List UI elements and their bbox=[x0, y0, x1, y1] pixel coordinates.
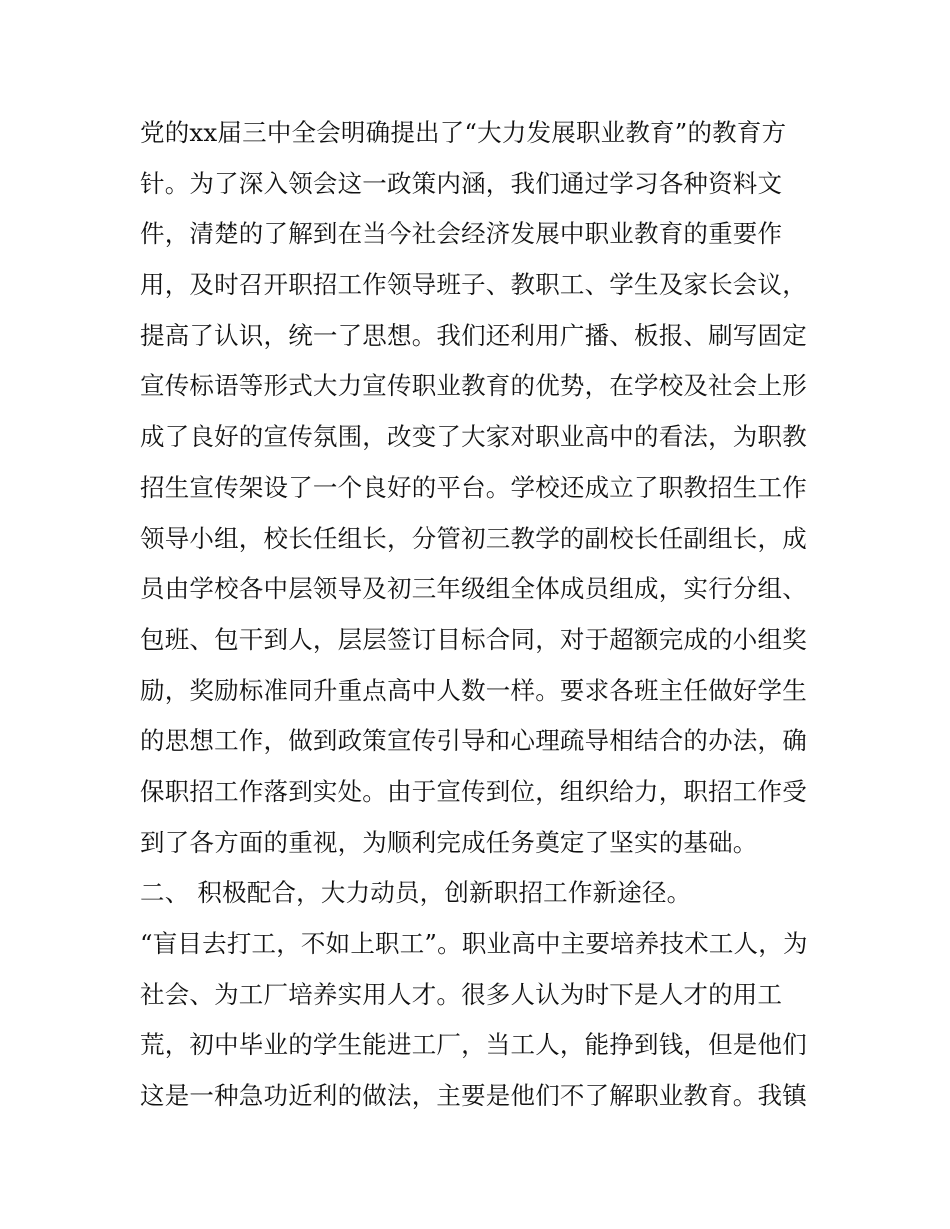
text-line: 件，清楚的了解到在当今社会经济发展中职业教育的重要作 bbox=[140, 219, 783, 249]
section-heading: 二、 积极配合，大力动员，创新职招工作新途径。 bbox=[140, 878, 692, 908]
text-line: 保职招工作落到实处。由于宣传到位，组织给力，职招工作受 bbox=[140, 776, 807, 806]
text-line: 这是一种急功近利的做法，主要是他们不了解职业教育。我镇 bbox=[140, 1081, 807, 1111]
text-line: 宣传标语等形式大力宣传职业教育的优势，在学校及社会上形 bbox=[140, 371, 807, 401]
text-line: 社会、为工厂培养实用人才。很多人认为时下是人才的用工 bbox=[140, 979, 783, 1009]
text-line: 的思想工作，做到政策宣传引导和心理疏导相结合的办法，确 bbox=[140, 726, 807, 756]
text-line: 提高了认识，统一了思想。我们还利用广播、板报、刷写固定 bbox=[140, 320, 807, 350]
text-line: “盲目去打工，不如上职工”。职业高中主要培养技术工人，为 bbox=[140, 929, 808, 958]
text-line: 用，及时召开职招工作领导班子、教职工、学生及家长会议， bbox=[140, 270, 807, 300]
body-text bbox=[140, 108, 820, 1122]
text-line: 荒，初中毕业的学生能进工厂，当工人，能挣到钱，但是他们 bbox=[140, 1030, 807, 1060]
text-line: 包班、包干到人，层层签订目标合同，对于超额完成的小组奖 bbox=[140, 624, 807, 654]
text-line: 针。为了深入领会这一政策内涵，我们通过学习各种资料文 bbox=[140, 168, 783, 198]
text-line: 党的xx届三中全会明确提出了“大力发展职业教育”的教育方 bbox=[140, 118, 787, 147]
text-line: 员由学校各中层领导及初三年级组全体成员组成，实行分组、 bbox=[140, 574, 807, 604]
text-line: 领导小组，校长任组长，分管初三教学的副校长任副组长，成 bbox=[140, 523, 807, 553]
text-line: 招生宣传架设了一个良好的平台。学校还成立了职教招生工作 bbox=[140, 472, 807, 502]
text-line: 成了良好的宣传氛围，改变了大家对职业高中的看法，为职教 bbox=[140, 422, 807, 452]
text-line: 励，奖励标准同升重点高中人数一样。要求各班主任做好学生 bbox=[140, 675, 807, 705]
text-line: 到了各方面的重视，为顺利完成任务奠定了坚实的基础。 bbox=[140, 827, 758, 857]
